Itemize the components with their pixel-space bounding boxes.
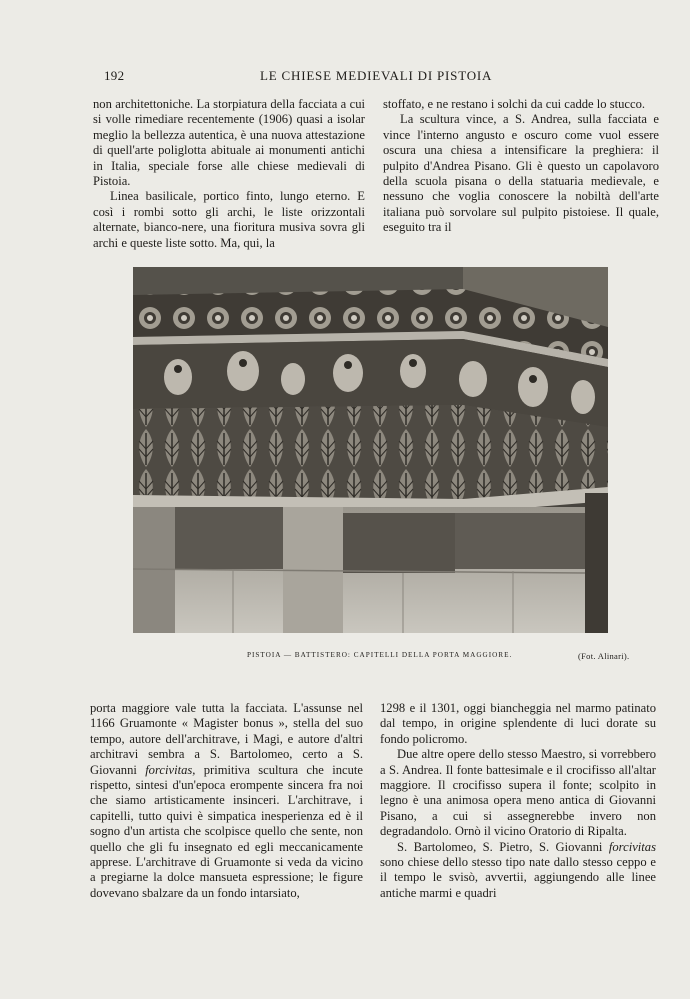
paragraph: La scultura vince, a S. Andrea, sulla facciata e vince l'interno angusto e oscuro come vuol essere oscura una chiesa a intensificare la preghiera: il pulpito d'Andrea Pisano. Gli è questo un capolavoro della scuola pisana o della statuaria medievale, e nessuno che voglia conoscere la nobiltà dell'arte italiana può sorvolare sul pulpito pistoiese. Il quale, eseguito tra il xyxy=(383,112,659,235)
figure-caption xyxy=(0,651,690,665)
paragraph xyxy=(90,701,363,901)
running-title: LE CHIESE MEDIEVALI DI PISTOIA xyxy=(260,68,493,83)
paragraph-text: primitiva scultura che incute rispetto, sintesi d'un'epoca erompente sincera fra noi che siamo artisticamente insinceri. L'architrave, i capitelli, tutto quivi è simpatica inesperienza ed è il sogno d'un artista che scolpisce quello che sente, non quello che gli fu insegnato ed egli meccanicamente apprese. L'architrave di Gruamonte si veda da vicino a pregiarne la dolce mansueta espressione; le figure dovevano sbalzare da un fondo intarsiato, xyxy=(90,762,363,900)
paragraph: stoffato, e ne restano i solchi da cui cadde lo stucco. xyxy=(383,97,646,111)
paragraph: Due altre opere dello stesso Maestro, si vorrebbero a S. Andrea. Il fonte battesimale e il crocifisso all'altar maggiore. Il crocifisso supera il fonte; scolpito in legno è una animosa opera meno antica di Giovanni Pisano, a cui si assegnerebbe invero non degradandolo. Ornò il vicino Oratorio di Ripalta. xyxy=(380,747,656,839)
top-left-column xyxy=(93,97,365,251)
photograph-rendering xyxy=(133,267,608,633)
photo-credit: (Fot. Alinari). xyxy=(578,651,630,661)
top-right-column xyxy=(383,97,659,236)
italic-term: forcivitas xyxy=(608,839,656,854)
paragraph: non architettoniche. La storpiatura della facciata a cui si volle rimediare recentemente (1906) quasi a isolar meglio la bellezza autentica, è una nuova attestazione di quell'arte poliglotta abituale ai monumenti antichi in Italia, speciale forse alle chiese medievali di Pistoia. xyxy=(93,97,365,189)
bottom-left-column xyxy=(90,701,363,901)
bottom-right-column xyxy=(380,701,656,901)
caption-text: PISTOIA — BATTISTERO: CAPITELLI DELLA PORTA MAGGIORE. xyxy=(247,651,513,659)
paragraph-text: S. Bartolomeo, S. Pietro, S. Giovanni xyxy=(397,839,609,854)
paragraph xyxy=(380,840,656,902)
paragraph-text: sono chiese dello stesso tipo nate dallo stesso ceppo e il tempo le svisò, avvertii, aggiungendo alle linee antiche marmi e quadri xyxy=(380,855,656,900)
page-number: 192 xyxy=(104,68,125,83)
italic-term: forcivitas, xyxy=(145,762,196,777)
paragraph: Linea basilicale, portico finto, lungo eterno. E così i rombi sotto gli archi, le liste orizzontali alternate, bianco-nere, una fioritura musiva sovra gli archi e queste liste sotto. Ma, qui, la xyxy=(93,189,365,250)
page-header xyxy=(0,68,690,86)
paragraph-text: porta maggiore vale tutta la facciata. L'assunse nel 1166 Gruamonte « Magister bonus », stella del suo tempo, autore dell'architrave, i Magi, e autore d'altri architravi sembra a S. Bartolomeo, certo a S. Giovanni xyxy=(90,701,363,777)
paragraph: 1298 e il 1301, oggi biancheggia nel marmo patinato dal tempo, in origine splendente di luci dorate su fondo policromo. xyxy=(380,701,656,746)
capitals-photograph xyxy=(133,267,608,633)
